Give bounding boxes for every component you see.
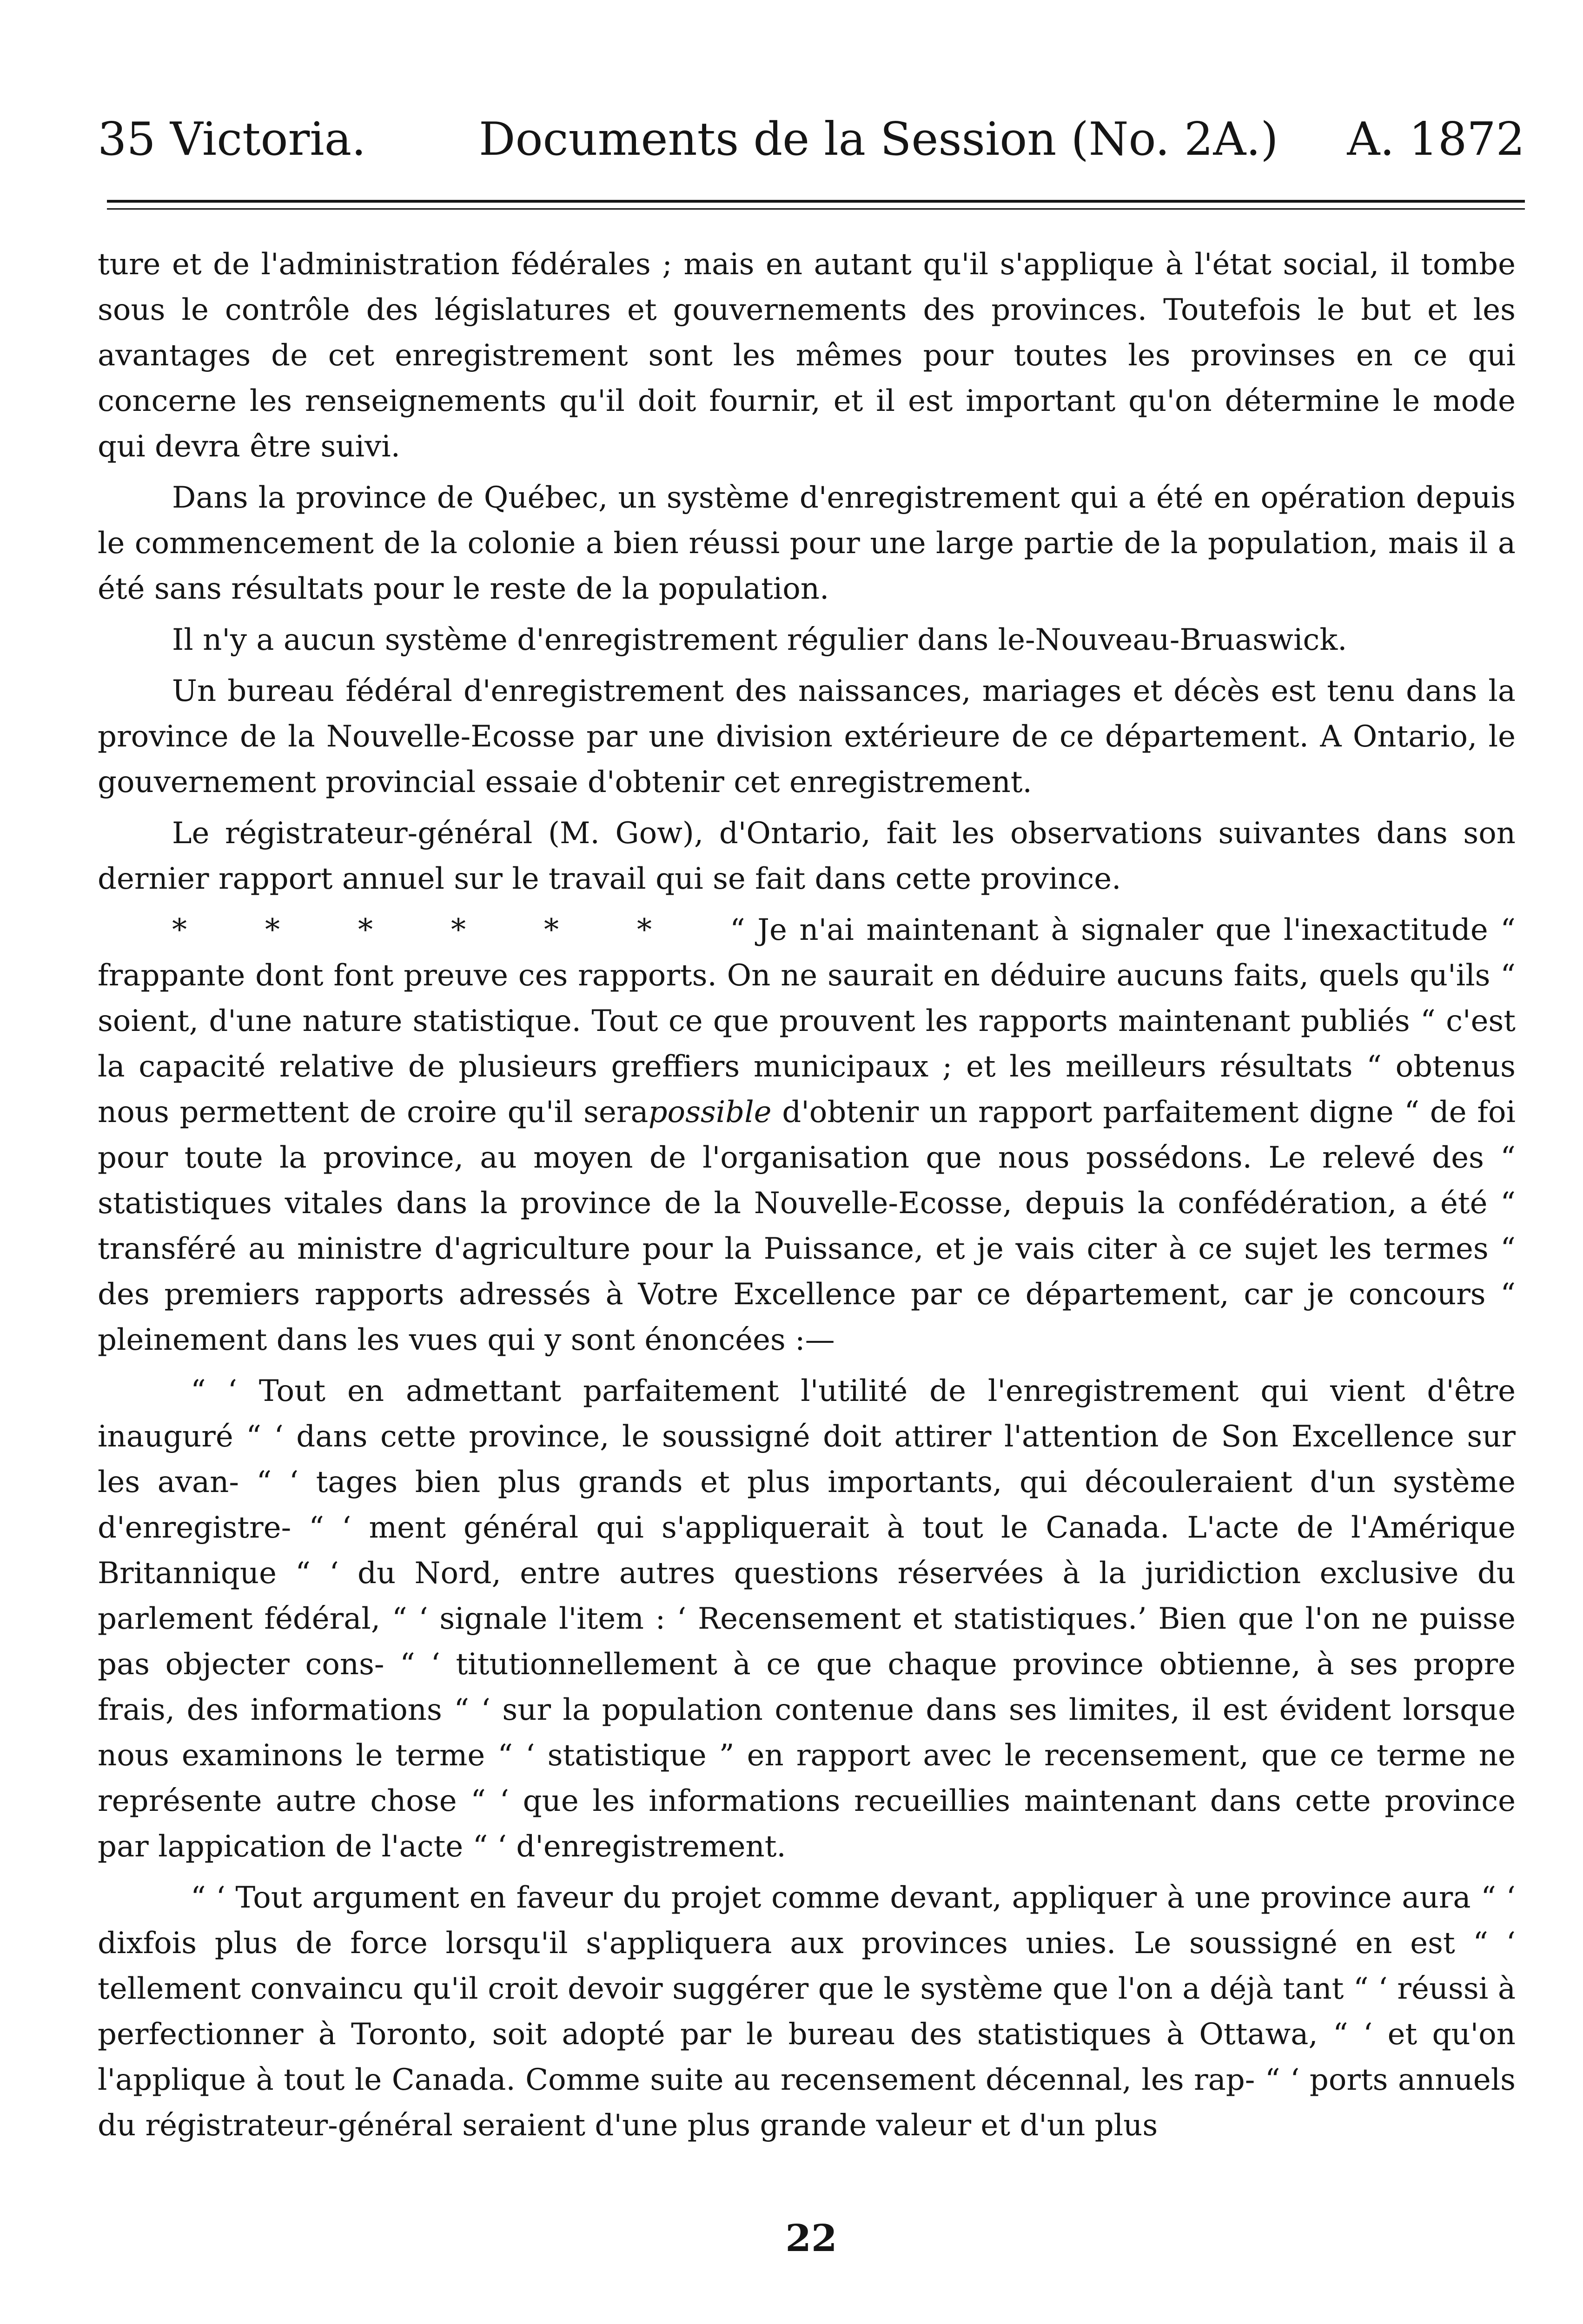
- header-title: Documents de la Session (No. 2A.): [479, 113, 1278, 166]
- quote-department-argument: “ ‘ Tout argument en faveur du projet comme devant, appliquer à une province aura “ ‘ dixfois plus de force lorsqu'il s'appliquera aux provinces unies. Le soussigné en est “ ‘ tellement convaincu qu'il croit devoir suggérer que le système que l'on a déjà tant “ ‘ réussi à perfectionner à Toronto, soit adopté par le bureau des statistiques à Ottawa, “ ‘ et qu'on l'applique à tout le Canada. Comme suite au recensement décennal, les rap- “ ‘ ports annuels du régistrateur-général seraient d'une plus grande valeur et d'un plus: [98, 1881, 1516, 2143]
- quote-text: “ frappante dont font preuve ces rapports. On ne saurait en déduire aucuns faits, quels qu'ils “ soient, d'une nature statistique. Tout ce que prouvent les rapports maintenant publiés “ c'est la capacité relative de plusieurs greffiers municipaux ; et les meilleurs résultats “ obtenus nous permettent de croire qu'il sera: [98, 913, 1516, 1129]
- paragraph-nouvelle-ecosse: Un bureau fédéral d'enregistrement des naissances, mariages et décès est tenu dans la province de la Nouvelle-Ecosse par une division extérieure de ce département. A Ontario, le gouvernement provincial essaie d'obtenir cet enregistrement.: [98, 674, 1516, 799]
- page-number: 22: [785, 2216, 837, 2260]
- paragraph-quebec: Dans la province de Québec, un système d'enregistrement qui a été en opération depuis le commencement de la colonie a bien réussi pour une large partie de la population, mais il a été sans résultats pour le reste de la population.: [98, 481, 1516, 606]
- body-text: [98, 242, 1516, 2154]
- header-rule-thick: [107, 200, 1525, 203]
- quote-opening: “ Je n'ai maintenant à signaler que l'inexactitude: [730, 913, 1488, 947]
- quote-registrar-report: [98, 907, 1516, 1363]
- header-rule-thin: [107, 208, 1525, 210]
- quote-text-end: d'obtenir un rapport parfaitement digne “ de foi pour toute la province, au moyen de l'organisation que nous possédons. Le relevé des “ statistiques vitales dans la province de la Nouvelle-Ecosse, depuis la confédération, a été “ transféré au ministre d'agriculture pour la Puissance, et je vais citer à ce sujet les termes “ des premiers rapports adressés à Votre Excellence par ce département, car je concours “ pleinement dans les vues qui y sont énoncées :—: [98, 1095, 1516, 1357]
- header-year: A. 1872: [1347, 113, 1525, 166]
- ellipsis-stars: * * * * * *: [172, 913, 652, 947]
- paragraph-registrar: Le régistrateur-général (M. Gow), d'Ontario, fait les observations suivantes dans son dernier rapport annuel sur le travail qui se fait dans cette province.: [98, 816, 1516, 896]
- running-header: [98, 107, 1525, 172]
- paragraph-nouveau-brunswick: Il n'y a aucun système d'enregistrement régulier dans le-Nouveau-Bruaswick.: [172, 623, 1347, 657]
- quote-department-report: “ ‘ Tout en admettant parfaitement l'utilité de l'enregistrement qui vient d'être inauguré “ ‘ dans cette province, le soussigné doit attirer l'attention de Son Excellence sur les avan- “ ‘ tages bien plus grands et plus importants, qui découleraient d'un système d'enregistre- “ ‘ ment général qui s'appliquerait à tout le Canada. L'acte de l'Amérique Britannique “ ‘ du Nord, entre autres questions réservées à la juridiction exclusive du parlement fédéral, “ ‘ signale l'item : ‘ Recensement et statistiques.’ Bien que l'on ne puisse pas objecter cons- “ ‘ titutionnellement à ce que chaque province obtienne, à ses propre frais, des informations “ ‘ sur la population contenue dans ses limites, il est évident lorsque nous examinons le terme “ ‘ statistique ” en rapport avec le recensement, que ce terme ne représente autre chose “ ‘ que les informations recueillies maintenant dans cette province par lappication de l'acte “ ‘ d'enregistrement.: [98, 1374, 1516, 1864]
- paragraph-continuation: ture et de l'administration fédérales ; mais en autant qu'il s'applique à l'état social, il tombe sous le contrôle des législatures et gouvernements des provinces. Toutefois le but et les avantages de cet enregistrement sont les mêmes pour toutes les provinses en ce qui concerne les renseignements qu'il doit fournir, et il est important qu'on détermine le mode qui devra être suivi.: [98, 247, 1516, 464]
- header-volume: 35 Victoria.: [98, 113, 366, 166]
- document-page: [98, 0, 1525, 2324]
- quote-italic-word: possible: [648, 1095, 772, 1129]
